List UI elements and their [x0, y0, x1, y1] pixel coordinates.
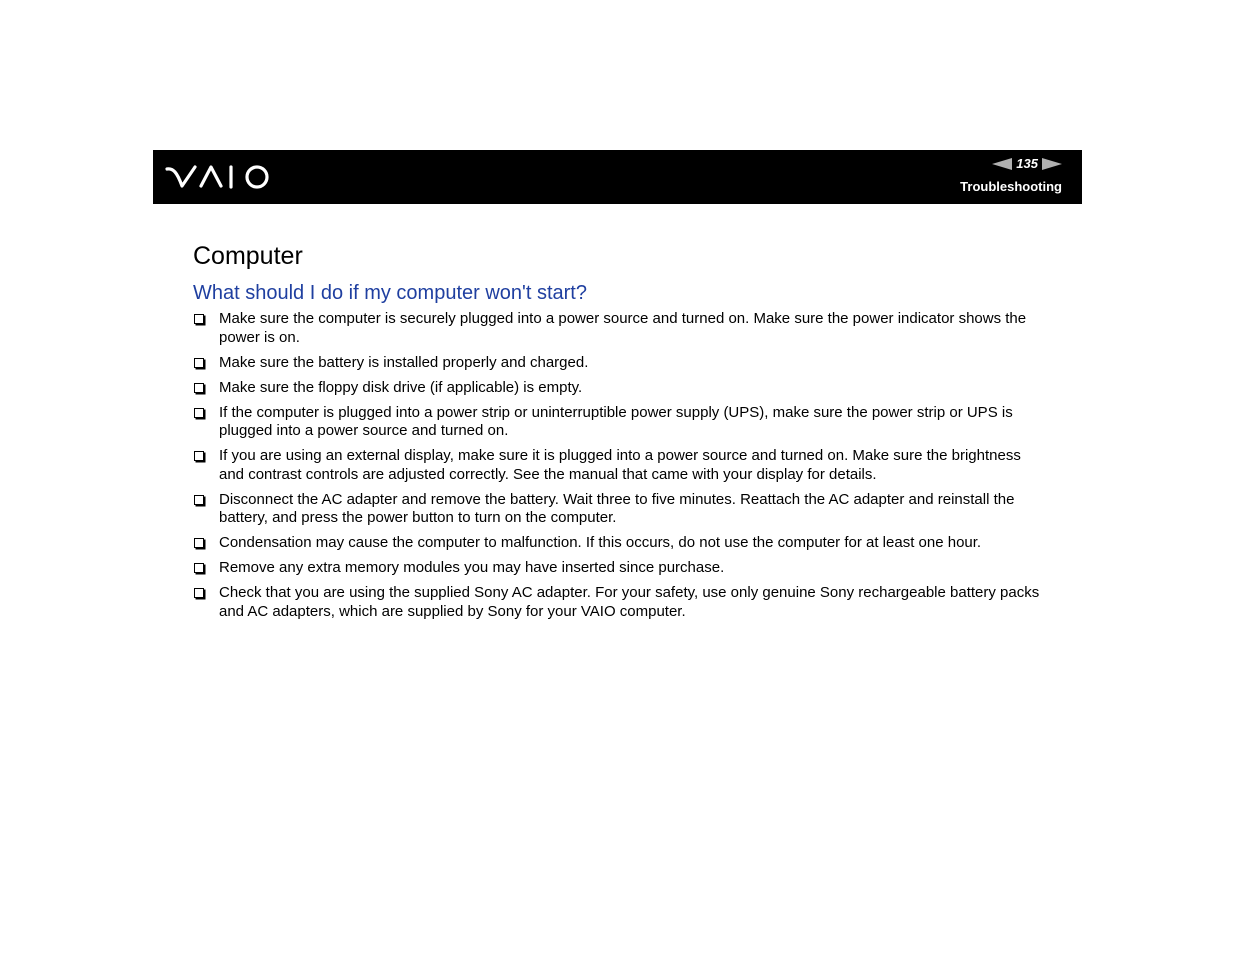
question-heading: What should I do if my computer won't start?	[193, 282, 587, 304]
page-title: Computer	[193, 242, 303, 270]
checkbox-bullet-icon	[194, 495, 204, 505]
list-item: Make sure the battery is installed properly and charged.	[193, 354, 1043, 373]
checkbox-bullet-icon	[194, 538, 204, 548]
main-content	[193, 240, 1043, 628]
checkbox-bullet-icon	[194, 563, 204, 573]
list-item: If the computer is plugged into a power strip or uninterruptible power supply (UPS), make sure the power strip or UPS is plugged into a power source and turned on.	[193, 404, 1043, 441]
arrow-right-icon[interactable]	[1042, 158, 1062, 170]
list-item: If you are using an external display, make sure it is plugged into a power source and turned on. Make sure the brightness and contrast controls are adjusted correctly. See the manual that came with your display for details.	[193, 447, 1043, 484]
page-header	[153, 150, 1082, 204]
checkbox-bullet-icon	[194, 314, 204, 324]
list-item: Condensation may cause the computer to malfunction. If this occurs, do not use the computer for at least one hour.	[193, 534, 1043, 553]
checkbox-bullet-icon	[194, 588, 204, 598]
checkbox-bullet-icon	[194, 358, 204, 368]
list-item: Remove any extra memory modules you may have inserted since purchase.	[193, 559, 1043, 578]
list-item: Disconnect the AC adapter and remove the battery. Wait three to five minutes. Reattach the AC adapter and reinstall the battery, and press the power button to turn on the computer.	[193, 491, 1043, 528]
troubleshooting-checklist	[193, 310, 1043, 621]
list-item: Make sure the floppy disk drive (if applicable) is empty.	[193, 379, 1043, 398]
list-item: Make sure the computer is securely plugged into a power source and turned on. Make sure the power indicator shows the power is on.	[193, 310, 1043, 347]
page-number: 135	[1016, 156, 1038, 171]
arrow-left-icon[interactable]	[992, 158, 1012, 170]
vaio-logo-icon	[165, 164, 270, 190]
section-label: Troubleshooting	[960, 179, 1062, 194]
list-item: Check that you are using the supplied Sony AC adapter. For your safety, use only genuine Sony rechargeable battery packs and AC adapters, which are supplied by Sony for your VAIO computer.	[193, 584, 1043, 621]
checkbox-bullet-icon	[194, 408, 204, 418]
page-navigation	[992, 156, 1062, 172]
checkbox-bullet-icon	[194, 383, 204, 393]
checkbox-bullet-icon	[194, 451, 204, 461]
